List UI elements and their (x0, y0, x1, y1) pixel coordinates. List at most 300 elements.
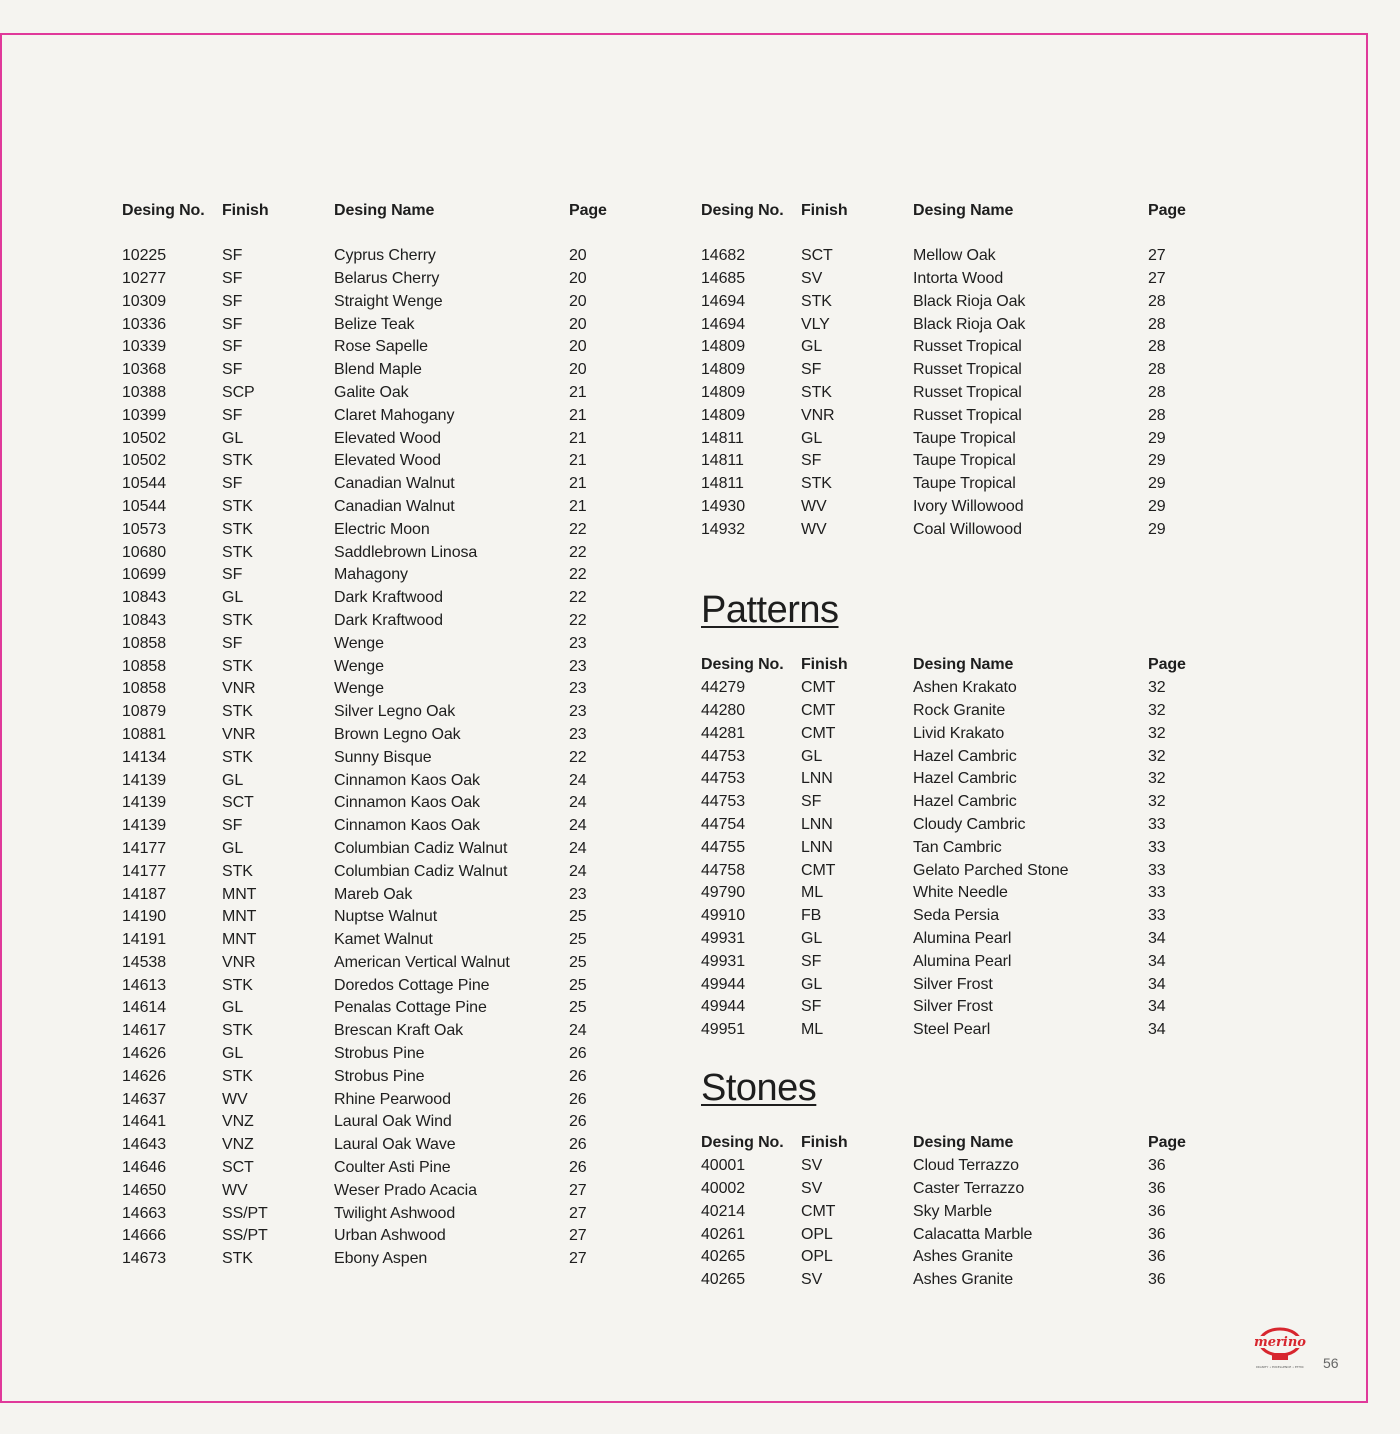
design-no-cell: 14685 (701, 269, 745, 287)
design-name-cell: Galite Oak (334, 383, 409, 401)
page-cell: 20 (569, 269, 587, 287)
finish-cell: VNZ (222, 1113, 254, 1131)
design-no-cell: 14139 (122, 771, 166, 789)
table-body (122, 245, 619, 1271)
page-cell: 25 (569, 908, 587, 926)
table-row (701, 950, 1198, 973)
table-row (701, 973, 1198, 996)
design-name-cell: Ashes Granite (913, 1271, 1014, 1289)
design-name-cell: Dark Kraftwood (334, 611, 443, 629)
page-cell: 32 (1148, 793, 1166, 811)
header-design-name: Desing Name (913, 1134, 1014, 1152)
table-row (122, 473, 619, 496)
table-row (122, 1020, 619, 1043)
design-no-cell: 10388 (122, 383, 166, 401)
design-name-cell: Coal Willowood (913, 520, 1022, 538)
finish-cell: STK (222, 611, 253, 629)
design-name-cell: Strobus Pine (334, 1045, 425, 1063)
page-cell: 34 (1148, 1021, 1166, 1039)
design-name-cell: Sky Marble (913, 1202, 993, 1220)
design-name-cell: Twilight Ashwood (334, 1204, 456, 1222)
finish-cell: GL (222, 771, 244, 789)
header-page: Page (1148, 656, 1186, 674)
table-row (122, 518, 619, 541)
finish-cell: MNT (222, 931, 257, 949)
page-cell: 22 (569, 748, 587, 766)
finish-cell: STK (801, 292, 832, 310)
page-cell: 36 (1148, 1179, 1166, 1197)
design-no-cell: 14134 (122, 748, 166, 766)
design-name-cell: Taupe Tropical (913, 475, 1016, 493)
design-name-cell: Urban Ashwood (334, 1227, 446, 1245)
design-no-cell: 40265 (701, 1271, 745, 1289)
table-row (122, 268, 619, 291)
design-no-cell: 14187 (122, 885, 166, 903)
table-row (122, 610, 619, 633)
design-no-cell: 10858 (122, 634, 166, 652)
design-no-cell: 49931 (701, 929, 745, 947)
design-name-cell: Brescan Kraft Oak (334, 1022, 464, 1040)
design-name-cell: Caster Terrazzo (913, 1179, 1025, 1197)
design-name-cell: Rock Granite (913, 701, 1006, 719)
table-row (701, 745, 1198, 768)
table-row (122, 1134, 619, 1157)
design-name-cell: Cloudy Cambric (913, 815, 1026, 833)
finish-cell: GL (801, 429, 823, 447)
table-body (701, 1155, 1198, 1292)
page-cell: 25 (569, 999, 587, 1017)
design-no-cell: 14650 (122, 1181, 166, 1199)
page-cell: 27 (569, 1204, 587, 1222)
page-cell: 21 (569, 475, 587, 493)
design-no-cell: 14682 (701, 247, 745, 265)
page-cell: 22 (569, 566, 587, 584)
finish-cell: OPL (801, 1248, 833, 1266)
design-name-cell: Russet Tropical (913, 338, 1022, 356)
design-name-cell: Taupe Tropical (913, 452, 1016, 470)
logo-tagline: DIGNITY • EXCELLENCE • ETHIC (1256, 1365, 1304, 1369)
finish-cell: GL (222, 429, 244, 447)
table-row (122, 382, 619, 405)
finish-cell: SV (801, 1157, 823, 1175)
page-cell: 28 (1148, 406, 1166, 424)
table-row (701, 1246, 1198, 1269)
table-row (122, 792, 619, 815)
table-row (122, 1065, 619, 1088)
page-cell: 25 (569, 976, 587, 994)
page-cell: 36 (1148, 1225, 1166, 1243)
page-cell: 25 (569, 931, 587, 949)
table-row (122, 541, 619, 564)
header-finish: Finish (801, 656, 848, 674)
design-no-cell: 10368 (122, 361, 166, 379)
table-row (122, 404, 619, 427)
table-row (701, 496, 1198, 519)
table-row (701, 1223, 1198, 1246)
page-cell: 29 (1148, 497, 1166, 515)
design-no-cell: 14139 (122, 817, 166, 835)
design-no-cell: 44281 (701, 724, 745, 742)
design-no-cell: 44758 (701, 861, 745, 879)
table-row (701, 245, 1198, 268)
table-body (701, 245, 1198, 541)
page-cell: 20 (569, 292, 587, 310)
header-page: Page (1148, 1134, 1186, 1152)
design-no-cell: 14646 (122, 1159, 166, 1177)
stones-title: Stones (701, 1067, 817, 1109)
table-row (122, 883, 619, 906)
finish-cell: SF (222, 817, 243, 835)
design-no-cell: 14613 (122, 976, 166, 994)
design-no-cell: 10680 (122, 543, 166, 561)
table-header (701, 1132, 1198, 1155)
table-row (122, 1225, 619, 1248)
page-cell: 32 (1148, 701, 1166, 719)
finish-cell: MNT (222, 908, 257, 926)
design-name-cell: Silver Frost (913, 998, 993, 1016)
finish-cell: ML (801, 1021, 824, 1039)
finish-cell: SF (222, 269, 243, 287)
table-body (701, 677, 1198, 1042)
table-row (701, 336, 1198, 359)
design-no-cell: 10858 (122, 657, 166, 675)
table-row (701, 290, 1198, 313)
design-name-cell: Russet Tropical (913, 361, 1022, 379)
page-cell: 23 (569, 703, 587, 721)
table-row (122, 564, 619, 587)
design-name-cell: Elevated Wood (334, 429, 441, 447)
design-no-cell: 10544 (122, 475, 166, 493)
finish-cell: WV (222, 1090, 248, 1108)
table-row (701, 1019, 1198, 1042)
page-cell: 24 (569, 817, 587, 835)
page-cell: 28 (1148, 315, 1166, 333)
page-cell: 23 (569, 680, 587, 698)
design-name-cell: Claret Mahogany (334, 406, 455, 424)
table-row (122, 724, 619, 747)
header-design-name: Desing Name (913, 202, 1014, 220)
finish-cell: SF (222, 566, 243, 584)
finish-cell: STK (222, 976, 253, 994)
finish-cell: STK (222, 703, 253, 721)
page-cell: 24 (569, 771, 587, 789)
table-row (122, 929, 619, 952)
page-cell: 24 (569, 1022, 587, 1040)
page-cell: 23 (569, 634, 587, 652)
finish-cell: VNZ (222, 1136, 254, 1154)
finish-cell: WV (801, 520, 827, 538)
page-cell: 27 (569, 1250, 587, 1268)
finish-cell: SF (801, 998, 822, 1016)
design-no-cell: 44753 (701, 793, 745, 811)
design-name-cell: Hazel Cambric (913, 747, 1017, 765)
design-no-cell: 40001 (701, 1157, 745, 1175)
page-cell: 25 (569, 953, 587, 971)
design-no-cell: 14930 (701, 497, 745, 515)
page-cell: 24 (569, 862, 587, 880)
design-name-cell: Straight Wenge (334, 292, 443, 310)
design-name-cell: White Needle (913, 884, 1008, 902)
design-name-cell: Livid Krakato (913, 724, 1005, 742)
design-no-cell: 44279 (701, 679, 745, 697)
design-name-cell: Calacatta Marble (913, 1225, 1033, 1243)
finish-cell: CMT (801, 724, 836, 742)
design-no-cell: 14190 (122, 908, 166, 926)
design-name-cell: Silver Legno Oak (334, 703, 456, 721)
finish-cell: VNR (222, 953, 256, 971)
table-row (122, 1111, 619, 1134)
finish-cell: GL (222, 999, 244, 1017)
finish-cell: GL (222, 1045, 244, 1063)
table-row (701, 700, 1198, 723)
finish-cell: MNT (222, 885, 257, 903)
design-name-cell: Strobus Pine (334, 1067, 425, 1085)
page-cell: 20 (569, 338, 587, 356)
table-row (122, 1202, 619, 1225)
design-no-cell: 14809 (701, 338, 745, 356)
finish-cell: GL (801, 747, 823, 765)
design-no-cell: 10502 (122, 452, 166, 470)
patterns-title: Patterns (701, 589, 839, 631)
table-row (701, 427, 1198, 450)
design-no-cell: 10544 (122, 497, 166, 515)
design-name-cell: Ashen Krakato (913, 679, 1017, 697)
design-name-cell: Columbian Cadiz Walnut (334, 862, 508, 880)
design-no-cell: 14177 (122, 862, 166, 880)
table-row (701, 1155, 1198, 1178)
header-finish: Finish (801, 202, 848, 220)
finish-cell: STK (222, 543, 253, 561)
table-row (701, 928, 1198, 951)
header-finish: Finish (801, 1134, 848, 1152)
header-design-no: Desing No. (701, 1134, 784, 1152)
table-row (701, 722, 1198, 745)
design-name-cell: Cinnamon Kaos Oak (334, 794, 480, 812)
design-no-cell: 10699 (122, 566, 166, 584)
table-row (122, 632, 619, 655)
page-cell: 28 (1148, 292, 1166, 310)
logo-wordmark: merino (1254, 1335, 1306, 1350)
table-row (122, 1088, 619, 1111)
design-no-cell: 14538 (122, 953, 166, 971)
table-header (701, 654, 1198, 677)
design-name-cell: Hazel Cambric (913, 770, 1017, 788)
table-row (122, 336, 619, 359)
design-no-cell: 14626 (122, 1045, 166, 1063)
page-cell: 20 (569, 361, 587, 379)
design-no-cell: 14811 (701, 475, 744, 493)
page-cell: 29 (1148, 475, 1166, 493)
finish-cell: SF (222, 634, 243, 652)
design-no-cell: 40214 (701, 1202, 745, 1220)
table-row (701, 359, 1198, 382)
design-name-cell: Seda Persia (913, 907, 1000, 925)
page-cell: 29 (1148, 429, 1166, 447)
page-cell: 36 (1148, 1248, 1166, 1266)
design-no-cell: 44280 (701, 701, 745, 719)
page-cell: 28 (1148, 383, 1166, 401)
design-no-cell: 44754 (701, 815, 745, 833)
design-no-cell: 14694 (701, 315, 745, 333)
finish-cell: CMT (801, 679, 836, 697)
page-cell: 23 (569, 725, 587, 743)
table-row (122, 359, 619, 382)
design-name-cell: Belarus Cherry (334, 269, 440, 287)
table-row (122, 655, 619, 678)
design-no-cell: 14811 (701, 452, 744, 470)
page-cell: 26 (569, 1136, 587, 1154)
finish-cell: GL (801, 975, 823, 993)
table-row (122, 952, 619, 975)
design-no-cell: 10309 (122, 292, 166, 310)
page-cell: 28 (1148, 361, 1166, 379)
table-row (122, 997, 619, 1020)
table-row (701, 882, 1198, 905)
finish-cell: SCT (222, 1159, 254, 1177)
table-row (122, 1043, 619, 1066)
table-row (122, 701, 619, 724)
woods-table-left (122, 200, 619, 1271)
page-cell: 21 (569, 383, 587, 401)
stones-table (701, 1132, 1198, 1292)
design-no-cell: 14643 (122, 1136, 166, 1154)
design-name-cell: Black Rioja Oak (913, 292, 1026, 310)
design-name-cell: Wenge (334, 634, 384, 652)
page-cell: 24 (569, 839, 587, 857)
page-cell: 26 (569, 1159, 587, 1177)
design-no-cell: 49951 (701, 1021, 745, 1039)
design-no-cell: 14614 (122, 999, 166, 1017)
finish-cell: SF (222, 406, 243, 424)
design-no-cell: 14809 (701, 361, 745, 379)
finish-cell: SV (801, 269, 823, 287)
design-no-cell: 10879 (122, 703, 166, 721)
table-row (701, 814, 1198, 837)
design-no-cell: 14663 (122, 1204, 166, 1222)
finish-cell: FB (801, 907, 822, 925)
finish-cell: STK (222, 452, 253, 470)
page-cell: 34 (1148, 929, 1166, 947)
page-cell: 22 (569, 611, 587, 629)
page-cell: 34 (1148, 952, 1166, 970)
finish-cell: SCT (801, 247, 833, 265)
table-row (701, 313, 1198, 336)
page-cell: 24 (569, 794, 587, 812)
header-design-no: Desing No. (701, 656, 784, 674)
design-name-cell: Belize Teak (334, 315, 415, 333)
finish-cell: SF (222, 315, 243, 333)
header-page: Page (1148, 202, 1186, 220)
design-name-cell: Kamet Walnut (334, 931, 433, 949)
finish-cell: SV (801, 1271, 823, 1289)
finish-cell: STK (222, 657, 253, 675)
table-row (122, 1179, 619, 1202)
page-cell: 29 (1148, 452, 1166, 470)
table-row (122, 245, 619, 268)
finish-cell: ML (801, 884, 824, 902)
design-no-cell: 14673 (122, 1250, 166, 1268)
page-cell: 27 (569, 1181, 587, 1199)
woods-table-right (701, 200, 1198, 541)
page-cell: 32 (1148, 770, 1166, 788)
design-name-cell: Ashes Granite (913, 1248, 1014, 1266)
design-name-cell: Rose Sapelle (334, 338, 428, 356)
page-cell: 23 (569, 657, 587, 675)
header-design-name: Desing Name (913, 656, 1014, 674)
page-cell: 23 (569, 885, 587, 903)
table-row (122, 906, 619, 929)
finish-cell: LNN (801, 770, 833, 788)
design-no-cell: 14666 (122, 1227, 166, 1245)
table-row (122, 769, 619, 792)
design-no-cell: 10573 (122, 520, 166, 538)
page-cell: 21 (569, 497, 587, 515)
table-row (701, 404, 1198, 427)
table-row (701, 1200, 1198, 1223)
header-design-no: Desing No. (122, 202, 205, 220)
finish-cell: GL (222, 839, 244, 857)
table-row (701, 1269, 1198, 1292)
table-row (122, 313, 619, 336)
design-name-cell: Canadian Walnut (334, 475, 455, 493)
design-name-cell: Russet Tropical (913, 406, 1022, 424)
design-name-cell: Ebony Aspen (334, 1250, 428, 1268)
page-cell: 34 (1148, 975, 1166, 993)
page-cell: 33 (1148, 907, 1166, 925)
design-name-cell: Rhine Pearwood (334, 1090, 451, 1108)
design-name-cell: Hazel Cambric (913, 793, 1017, 811)
design-name-cell: Doredos Cottage Pine (334, 976, 490, 994)
finish-cell: STK (801, 383, 832, 401)
table-row (701, 268, 1198, 291)
design-no-cell: 44753 (701, 747, 745, 765)
table-row (122, 860, 619, 883)
finish-cell: VNR (222, 680, 256, 698)
table-header (122, 200, 619, 223)
design-no-cell: 49910 (701, 907, 745, 925)
finish-cell: GL (801, 338, 823, 356)
page-cell: 27 (1148, 269, 1166, 287)
page-cell: 29 (1148, 520, 1166, 538)
page-cell: 36 (1148, 1202, 1166, 1220)
finish-cell: SV (801, 1179, 823, 1197)
table-row (701, 905, 1198, 928)
page-cell: 26 (569, 1067, 587, 1085)
table-row (122, 974, 619, 997)
finish-cell: SF (222, 338, 243, 356)
page-cell: 33 (1148, 815, 1166, 833)
design-name-cell: Blend Maple (334, 361, 422, 379)
table-row (701, 791, 1198, 814)
design-no-cell: 40002 (701, 1179, 745, 1197)
table-row (122, 450, 619, 473)
page-cell: 21 (569, 406, 587, 424)
design-no-cell: 14811 (701, 429, 744, 447)
design-name-cell: Mellow Oak (913, 247, 996, 265)
design-no-cell: 10881 (122, 725, 166, 743)
table-row (701, 382, 1198, 405)
table-row (701, 836, 1198, 859)
page-cell: 34 (1148, 998, 1166, 1016)
design-name-cell: Dark Kraftwood (334, 589, 443, 607)
table-row (701, 518, 1198, 541)
design-name-cell: Gelato Parched Stone (913, 861, 1069, 879)
finish-cell: SF (222, 247, 243, 265)
design-name-cell: Electric Moon (334, 520, 430, 538)
finish-cell: SF (801, 793, 822, 811)
finish-cell: STK (801, 475, 832, 493)
table-row (122, 1248, 619, 1271)
